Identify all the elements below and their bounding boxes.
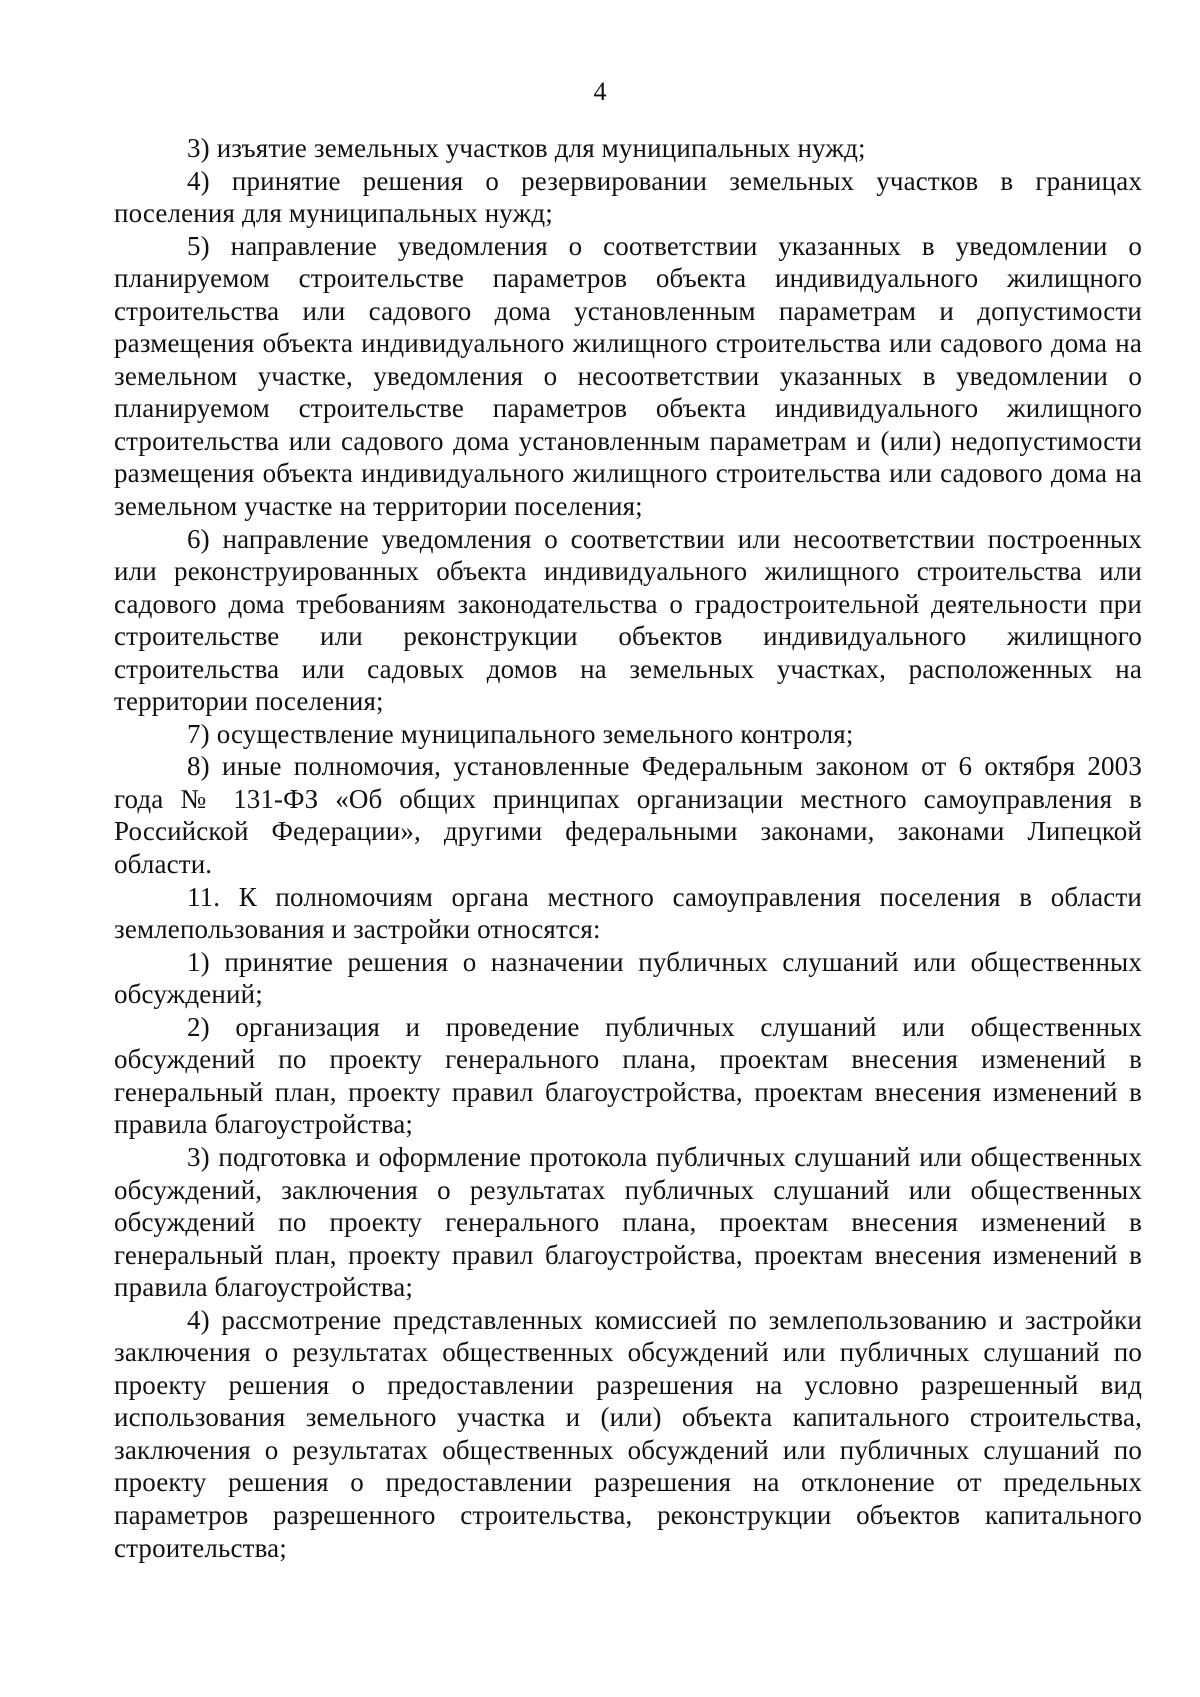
paragraph: 4) рассмотрение представленных комиссией по землепользованию и застройки заключения о результатах общественных обсуждений или публичных слушаний по проекту решения о предоставлении разрешения на условно разрешенный вид использования земельного участка и (или) объекта капитального строительства, заключения о результатах общественных обсуждений или публичных слушаний по проекту решения о предоставлении разрешения на отклонение от предельных параметров разрешенного строительства, реконструкции объектов капитального строительства;	[114, 1304, 1142, 1563]
paragraph: 5) направление уведомления о соответствии указанных в уведомлении о планируемом строительстве параметров объекта индивидуального жилищного строительства или садового дома установленным параметрам и допустимости размещения объекта индивидуального жилищного строительства или садового дома на земельном участке, уведомления о несоответствии указанных в уведомлении о планируемом строительстве параметров объекта индивидуального жилищного строительства или садового дома установленным параметрам и (или) недопустимости размещения объекта индивидуального жилищного строительства или садового дома на земельном участке на территории поселения;	[114, 230, 1142, 522]
paragraph: 8) иные полномочия, установленные Федеральным законом от 6 октября 2003 года № 131-ФЗ «Об общих принципах организации местного самоуправления в Российской Федерации», другими федеральными законами, законами Липецкой области.	[114, 751, 1142, 880]
paragraph: 3) изъятие земельных участков для муниципальных нужд;	[187, 133, 866, 163]
paragraph: 3) подготовка и оформление протокола публичных слушаний или общественных обсуждений, заключения о результатах публичных слушаний или общественных обсуждений по проекту генерального плана, проектам внесения изменений в генеральный план, проекту правил благоустройства, проектам внесения изменений в правила благоустройства;	[114, 1141, 1142, 1303]
paragraph: 7) осуществление муниципального земельного контроля;	[187, 718, 854, 749]
document-body	[114, 132, 1142, 1564]
paragraph: 6) направление уведомления о соответствии или несоответствии построенных или реконструированных объекта индивидуального жилищного строительства или садового дома требованиям законодательства о градостроительной деятельности при строительстве или реконструкции объектов индивидуального жилищного строительства или садовых домов на земельных участках, расположенных на территории поселения;	[114, 523, 1142, 717]
paragraph: 1) принятие решения о назначении публичных слушаний или общественных обсуждений;	[114, 946, 1142, 1010]
paragraph: 4) принятие решения о резервировании земельных участков в границах поселения для муниципальных нужд;	[114, 165, 1142, 229]
paragraph: 2) организация и проведение публичных слушаний или общественных обсуждений по проекту генерального плана, проектам внесения изменений в генеральный план, проекту правил благоустройства, проектам внесения изменений в правила благоустройства;	[114, 1011, 1142, 1140]
section-paragraph: 11. К полномочиям органа местного самоуправления поселения в области землепользования и застройки относятся:	[114, 881, 1142, 945]
page-number: 4	[593, 77, 607, 106]
